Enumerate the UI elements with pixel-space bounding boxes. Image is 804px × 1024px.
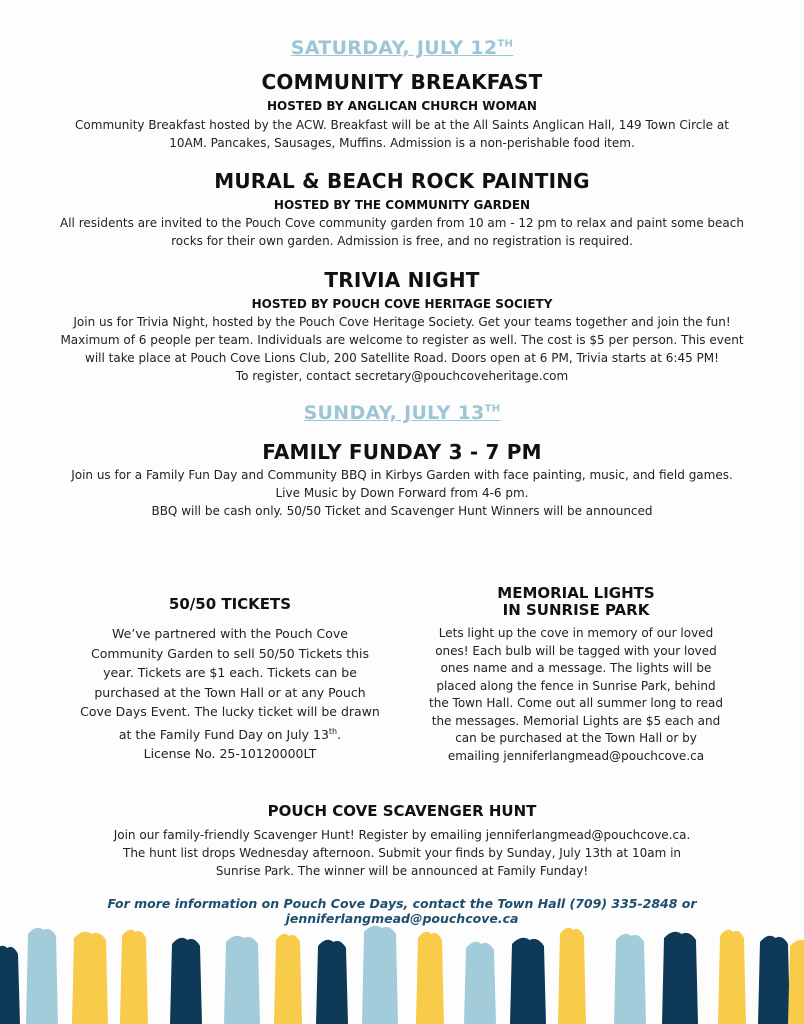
funday-line-2: Live Music by Down Forward from 4-6 pm. <box>275 486 529 500</box>
trivia-title: TRIVIA NIGHT <box>324 268 480 292</box>
breakfast-host: HOSTED BY ANGLICAN CHURCH WOMAN <box>267 99 537 113</box>
lights-title <box>406 585 746 619</box>
sunday-suffix: TH <box>484 403 501 415</box>
lights-line-5: the Town Hall. Come out all summer long to read <box>429 696 723 710</box>
funday-line-1: Join us for a Family Fun Day and Community BBQ in Kirbys Garden with face painting, music, and field games. <box>71 468 733 482</box>
brush-stroke <box>120 930 148 1024</box>
brush-stroke <box>0 946 20 1024</box>
mural-line-1: All residents are invited to the Pouch Cove community garden from 10 am - 12 pm to relax and paint some beach <box>60 216 744 230</box>
footer-contact: For more information on Pouch Cove Days, contact the Town Hall (709) 335-2848 or jenniferlangmead@pouchcove.ca <box>107 896 697 926</box>
tickets-line-7: License No. 25-10120000LT <box>143 746 317 762</box>
breakfast-line-1: Community Breakfast hosted by the ACW. Breakfast will be at the All Saints Anglican Hall, 149 Town Circle at <box>75 118 729 132</box>
brush-stroke-border <box>0 920 804 1024</box>
brush-stroke <box>614 934 646 1024</box>
brush-stroke <box>758 936 790 1024</box>
trivia-line-1: Join us for Trivia Night, hosted by the Pouch Cove Heritage Society. Get your teams together and join the fun! <box>73 315 731 329</box>
lights-description <box>400 625 752 765</box>
lights-title-line-2: IN SUNRISE PARK <box>502 601 650 619</box>
brush-stroke <box>72 932 108 1024</box>
tickets-line-4: purchased at the Town Hall or at any Pouch <box>94 684 366 700</box>
funday-description <box>40 466 764 520</box>
tickets-line-6-suffix: th <box>328 726 338 736</box>
lights-line-6: the messages. Memorial Lights are $5 each and <box>431 713 721 728</box>
saturday-date: SATURDAY, JULY 12 <box>290 37 498 59</box>
trivia-line-2: Maximum of 6 people per team. Individuals are welcome to register as well. The cost is $5 per person. This event <box>60 333 744 347</box>
lights-line-1: Lets light up the cove in memory of our loved <box>438 626 714 640</box>
brush-stroke <box>416 932 444 1024</box>
tickets-line-5: Cove Days Event. The lucky ticket will be drawn <box>80 704 380 719</box>
funday-line-3: BBQ will be cash only. 50/50 Ticket and Scavenger Hunt Winners will be announced <box>151 504 653 518</box>
tickets-description <box>52 624 408 764</box>
brush-stroke <box>362 926 398 1024</box>
brush-stroke <box>510 938 546 1024</box>
breakfast-description <box>40 116 764 152</box>
breakfast-line-2: 10AM. Pancakes, Sausages, Muffins. Admission is a non-perishable food item. <box>169 136 635 150</box>
brush-stroke <box>558 928 586 1024</box>
brush-stroke <box>316 940 348 1024</box>
trivia-line-3: will take place at Pouch Cove Lions Club, 200 Satellite Road. Doors open at 6 PM, Trivia starts at 6:45 PM! <box>85 351 719 365</box>
lights-line-2: ones! Each bulb will be tagged with your loved <box>435 643 717 658</box>
lights-line-3: ones name and a message. The lights will be <box>440 661 712 675</box>
trivia-host: HOSTED BY POUCH COVE HERITAGE SOCIETY <box>251 297 553 311</box>
funday-title: FAMILY FUNDAY 3 - 7 PM <box>262 440 542 464</box>
sunday-heading <box>0 402 804 424</box>
tickets-line-6-text: at the Family Fund Day on July 13 <box>118 726 329 742</box>
hunt-description <box>40 826 764 880</box>
brush-stroke <box>788 940 804 1024</box>
mural-line-2: rocks for their own garden. Admission is free, and no registration is required. <box>171 234 633 248</box>
lights-title-line-1: MEMORIAL LIGHTS <box>497 584 655 602</box>
trivia-description <box>40 313 764 385</box>
brush-stroke <box>224 936 260 1024</box>
saturday-suffix: TH <box>497 38 514 50</box>
breakfast-title: COMMUNITY BREAKFAST <box>261 70 543 94</box>
saturday-heading <box>0 37 804 59</box>
brush-stroke <box>26 928 58 1024</box>
hunt-line-3: Sunrise Park. The winner will be announced at Family Funday! <box>215 864 589 878</box>
tickets-line-3: year. Tickets are $1 each. Tickets can be <box>103 665 357 680</box>
brush-stroke <box>718 930 746 1024</box>
hunt-title: POUCH COVE SCAVENGER HUNT <box>267 802 537 820</box>
mural-description <box>40 214 764 250</box>
mural-title: MURAL & BEACH ROCK PAINTING <box>214 169 590 193</box>
sunday-date: SUNDAY, JULY 13 <box>303 402 485 424</box>
hunt-line-2: The hunt list drops Wednesday afternoon. Submit your finds by Sunday, July 13th at 10am in <box>122 846 682 860</box>
brush-stroke <box>464 942 496 1024</box>
hunt-line-1: Join our family-friendly Scavenger Hunt! Register by emailing jenniferlangmead@pouchcove.ca. <box>113 828 691 842</box>
tickets-line-6-end: . <box>337 726 342 742</box>
brush-stroke <box>274 934 302 1024</box>
trivia-line-4: To register, contact secretary@pouchcoveheritage.com <box>235 369 569 383</box>
mural-host: HOSTED BY THE COMMUNITY GARDEN <box>273 198 531 212</box>
tickets-title: 50/50 TICKETS <box>168 595 292 613</box>
brush-stroke <box>662 932 698 1024</box>
brush-stroke <box>170 938 202 1024</box>
lights-line-8: emailing jenniferlangmead@pouchcove.ca <box>447 748 705 763</box>
lights-line-4: placed along the fence in Sunrise Park, behind <box>436 678 716 693</box>
tickets-line-1: We’ve partnered with the Pouch Cove <box>112 626 348 641</box>
tickets-line-2: Community Garden to sell 50/50 Tickets this <box>90 645 370 661</box>
lights-line-7: can be purchased at the Town Hall or by <box>455 731 697 745</box>
tickets-line-6 <box>52 722 408 745</box>
